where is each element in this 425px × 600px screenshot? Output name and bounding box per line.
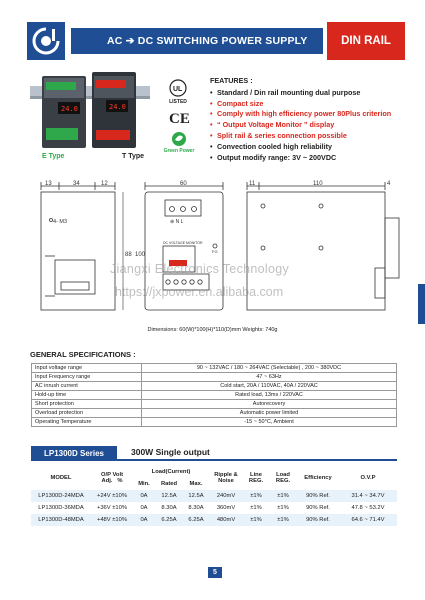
cell-ovp: 64.6 ~ 71.4V [339,514,397,526]
cell-model: LP1300D-36MDA [38,505,84,511]
col-op-volt-label: O/P Volt [100,471,123,478]
col-max: Max. [189,481,203,487]
e-type-label: E Type [42,153,65,160]
feature-item: • “ Output Voltage Monitor ” display [210,120,415,131]
cell-ripple: 480mV [209,514,243,526]
cell-min: 0A [140,505,148,511]
fg-label: FG [212,249,218,254]
dim-34: 34 [73,181,80,187]
cell-load: ±1% [277,505,289,511]
cell-volt: +48V ±10% [91,514,133,526]
svg-text:24.0: 24.0 [61,105,78,113]
col-ripple: Ripple & Noise [214,471,238,484]
green-power-icon [168,131,190,147]
feature-item: • Output modify range: 3V ~ 200VDC [210,153,415,164]
spec-key: Operating Temperature [32,418,142,427]
general-spec-row [32,391,397,400]
product-photo [30,72,150,154]
cell-rated: 6.25A [155,514,183,526]
terminal-label: ⊕ N L [170,219,184,225]
green-power-label: Green Power [163,148,195,154]
spec-key: AC inrush current [32,382,142,391]
spec-key: Input Frequency range [32,373,142,382]
col-adj-label: Adj. [101,477,113,484]
cell-ripple: 360mV [216,505,236,511]
spec-value: Autorecovery [142,400,397,409]
logo-mark-icon [31,26,61,56]
cell-line: ±1% [250,505,262,511]
feature-item: • Standard / Din rail mounting dual purpose [210,88,415,99]
series-tab: LP1300D Series [31,446,117,461]
spec-value: 47 ~ 63Hz [142,373,397,382]
feature-item: • Split rail & series connection possible [210,131,415,142]
e-type-unit [42,76,86,148]
model-spec-table [31,465,397,526]
table-row [31,502,397,514]
general-spec-row [32,400,397,409]
spec-key: Hold-up time [32,391,142,400]
dim-88: 88 [125,252,132,258]
general-spec-row [32,382,397,391]
features-heading: FEATURES : [210,76,253,85]
feature-item: • Compact size [210,99,415,110]
spec-key: Overload protection [32,409,142,418]
meter-label: DC VOLTAGE MONITOR [163,241,203,245]
general-spec-row [32,418,397,427]
spec-key: Short protection [32,400,142,409]
cell-min: 0A [133,514,155,526]
col-line-reg: Line REG. [248,471,264,484]
series-subtitle: 300W Single output [131,447,210,457]
hole-label: 4- M3 [53,219,68,225]
ce-mark-icon [168,108,190,126]
brand-logo [27,22,65,60]
series-rule [117,459,397,461]
svg-text:UL: UL [173,86,183,93]
col-pct-label: % [117,477,123,484]
general-spec-row [32,409,397,418]
spec-value: Automatic power limited [142,409,397,418]
svg-text:CE: CE [169,111,190,126]
general-spec-row [32,364,397,373]
series-header [31,446,397,461]
cell-load: ±1% [269,490,297,502]
watermark-line2: https://jxpower.en.alibaba.com [115,285,284,299]
table-row [31,514,397,526]
cell-max: 6.25A [183,514,209,526]
features-list [210,76,415,163]
feature-item: • Convection cooled high reliability [210,142,415,153]
side-tab-marker [418,284,425,324]
cell-eff: 90% Ref. [297,514,339,526]
cell-max: 12.5A [183,490,209,502]
col-load: Load(Current) [151,468,191,475]
feature-item: • Comply with high efficiency power 80Plus criterion [210,109,415,120]
dim-110: 110 [313,181,323,187]
dimensions-caption: Dimensions: 60(W)*100(H)*110(D)mm Weights: 740g [147,327,278,333]
mechanical-drawing [35,178,410,323]
series-badge: DIN RAIL SERIES [327,22,405,60]
cell-line: ±1% [243,490,269,502]
dim-60: 60 [180,181,187,187]
col-load-reg: Load REG. [275,471,291,484]
cell-rated: 12.5A [155,490,183,502]
cell-eff: 90% Ref. [297,490,339,502]
cell-ovp: 47.8 ~ 53.2V [351,505,385,511]
col-rated: Rated [160,481,178,487]
side-view-left [41,182,115,310]
spec-value: -15 ~ 50°C, Ambient [142,418,397,427]
general-spec-row [32,373,397,382]
col-ovp: O.V.P [360,474,376,481]
cell-model: LP1300D-24MDA [31,490,91,502]
dim-11: 11 [249,181,256,187]
svg-text:24.0: 24.0 [109,103,126,111]
col-min: Min. [138,481,150,487]
spec-value: Rated load, 13ms / 220VAC [142,391,397,400]
general-spec-table [31,363,397,427]
cell-eff: 90% Ref. [306,505,330,511]
cell-volt: +24V ±10% [91,490,133,502]
dim-13: 13 [45,181,52,187]
ul-cert-icon [166,79,190,99]
t-type-label: T Type [122,153,145,160]
dim-100: 100 [135,252,146,258]
ul-listed-label: LISTED [169,99,187,105]
cell-max: 8.30A [188,505,204,511]
spec-value: 90 ~ 132VAC / 180 ~ 264VAC (Selectable) , 200 ~ 380VDC [142,364,397,373]
col-model: MODEL [50,474,72,481]
cell-ripple: 240mV [209,490,243,502]
cell-min: 0A [133,490,155,502]
cell-model: LP1300D-48MDA [31,514,91,526]
general-spec-title: GENERAL SPECIFICATIONS : [30,350,136,359]
cell-load: ±1% [269,514,297,526]
watermark-line1: Jiangxi Electronics Technology [110,262,290,276]
cell-volt: +36V ±10% [96,505,128,511]
cell-ovp: 31.4 ~ 34.7V [339,490,397,502]
spec-value: Cold start, 20A / 110VAC, 40A / 220VAC [142,382,397,391]
cell-rated: 8.30A [161,505,177,511]
col-efficiency: Efficiency [304,474,332,481]
spec-key: Input voltage range [32,364,142,373]
col-op-volt [91,465,133,490]
table-row [31,490,397,502]
header-title: AC ➔ DC SWITCHING POWER SUPPLY [71,28,323,54]
dim-4: 4 [387,181,391,187]
page-number: 5 [208,567,222,578]
cell-line: ±1% [243,514,269,526]
dim-12: 12 [101,181,108,187]
t-type-unit [92,72,136,148]
